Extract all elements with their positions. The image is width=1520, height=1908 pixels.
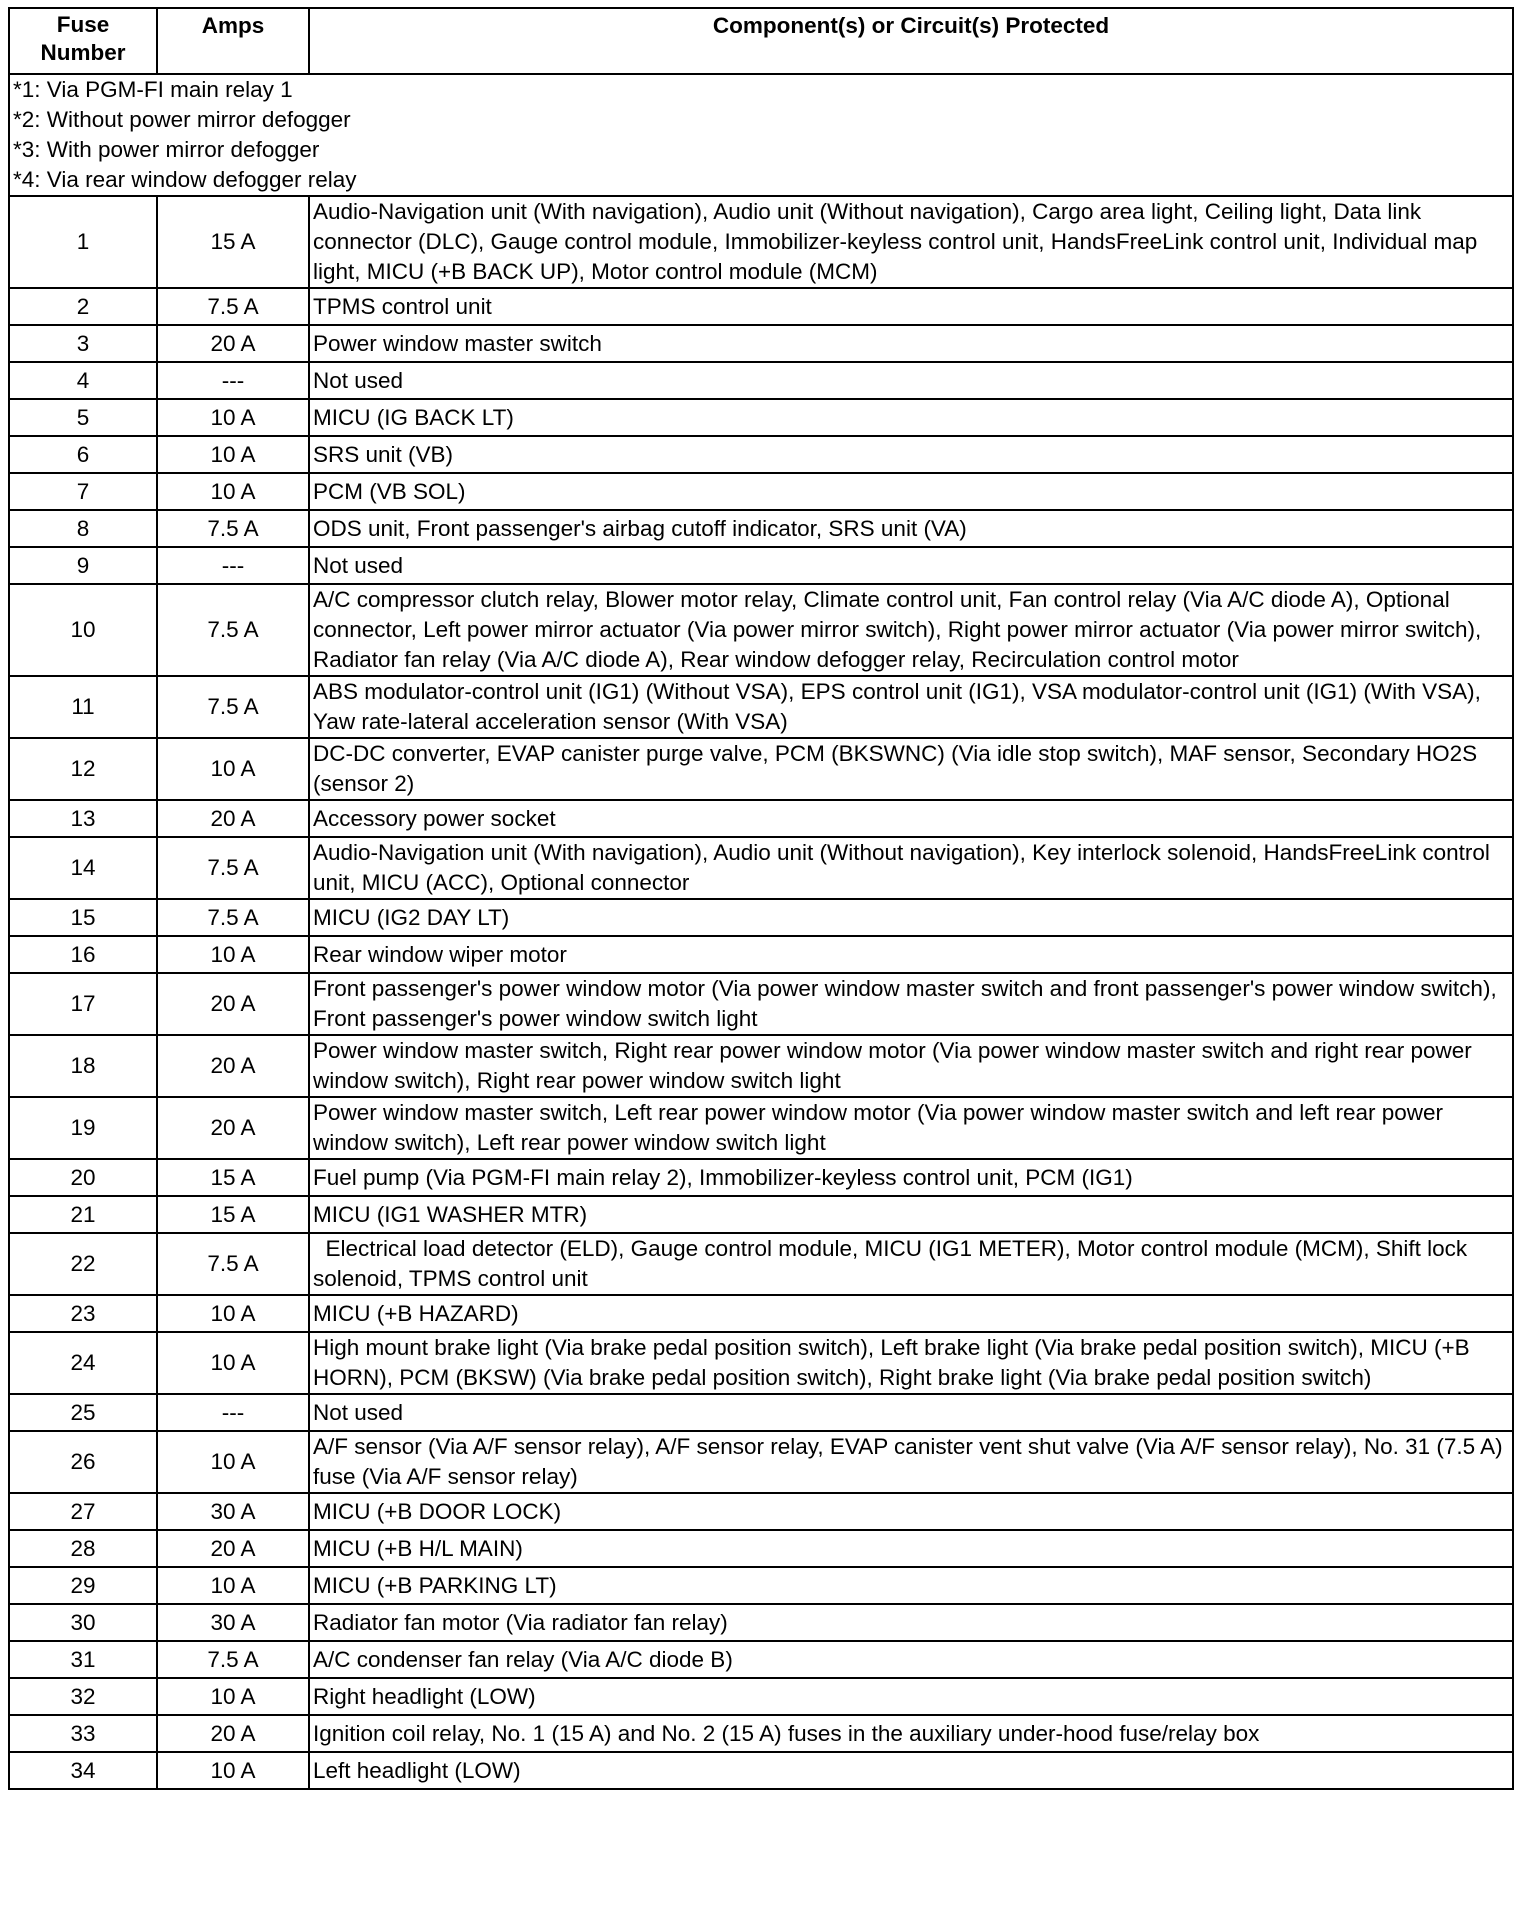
amps-cell: 15 A: [157, 196, 309, 288]
table-row: [9, 973, 1513, 1035]
amps-cell: ---: [157, 362, 309, 399]
fuse-number-cell: 1: [9, 196, 157, 288]
table-row: [9, 436, 1513, 473]
amps-cell: 7.5 A: [157, 899, 309, 936]
amps-cell: 20 A: [157, 1035, 309, 1097]
amps-cell: 10 A: [157, 473, 309, 510]
fuse-number-cell: 30: [9, 1604, 157, 1641]
note-1: *1: Via PGM-FI main relay 1: [13, 77, 293, 102]
fuse-number-cell: 19: [9, 1097, 157, 1159]
table-row: [9, 288, 1513, 325]
table-header-row: [9, 8, 1513, 74]
fuse-number-cell: 5: [9, 399, 157, 436]
amps-cell: 7.5 A: [157, 584, 309, 676]
components-cell: Power window master switch, Right rear power window motor (Via power window master switch and right rear power window switch), Right rear power window switch light: [309, 1035, 1513, 1097]
components-cell: Rear window wiper motor: [309, 936, 1513, 973]
fuse-number-cell: 4: [9, 362, 157, 399]
fuse-number-cell: 12: [9, 738, 157, 800]
note-3: *3: With power mirror defogger: [13, 137, 320, 162]
fuse-number-cell: 15: [9, 899, 157, 936]
fuse-number-cell: 14: [9, 837, 157, 899]
amps-cell: 15 A: [157, 1196, 309, 1233]
table-row: [9, 1097, 1513, 1159]
fuse-number-cell: 18: [9, 1035, 157, 1097]
table-row: [9, 362, 1513, 399]
fuse-number-cell: 16: [9, 936, 157, 973]
note-4: *4: Via rear window defogger relay: [13, 167, 357, 192]
note-2: *2: Without power mirror defogger: [13, 107, 351, 132]
fuse-number-cell: 33: [9, 1715, 157, 1752]
components-cell: Fuel pump (Via PGM-FI main relay 2), Immobilizer-keyless control unit, PCM (IG1): [309, 1159, 1513, 1196]
fuse-number-cell: 20: [9, 1159, 157, 1196]
amps-cell: 7.5 A: [157, 288, 309, 325]
table-row: [9, 899, 1513, 936]
fuse-number-cell: 24: [9, 1332, 157, 1394]
amps-cell: 20 A: [157, 1530, 309, 1567]
table-row: [9, 399, 1513, 436]
components-cell: Accessory power socket: [309, 800, 1513, 837]
amps-cell: 10 A: [157, 1332, 309, 1394]
table-row: [9, 936, 1513, 973]
amps-cell: 10 A: [157, 1567, 309, 1604]
components-cell: A/C condenser fan relay (Via A/C diode B): [309, 1641, 1513, 1678]
amps-cell: 7.5 A: [157, 837, 309, 899]
notes-cell: [9, 74, 1513, 196]
components-cell: ODS unit, Front passenger's airbag cutoff indicator, SRS unit (VA): [309, 510, 1513, 547]
components-cell: Audio-Navigation unit (With navigation), Audio unit (Without navigation), Key interlock solenoid, HandsFreeLink control unit, MICU (ACC), Optional connector: [309, 837, 1513, 899]
table-row: [9, 1159, 1513, 1196]
fuse-number-header: Fuse Number: [9, 8, 157, 74]
amps-cell: 10 A: [157, 1431, 309, 1493]
table-row: [9, 1332, 1513, 1394]
components-cell: High mount brake light (Via brake pedal position switch), Left brake light (Via brake pedal position switch), MICU (+B HORN), PCM (BKSW) (Via brake pedal position switch), Right brake light (Via brake pedal position switch): [309, 1332, 1513, 1394]
amps-cell: 10 A: [157, 936, 309, 973]
table-row: [9, 1196, 1513, 1233]
table-row: [9, 1678, 1513, 1715]
fuse-number-cell: 8: [9, 510, 157, 547]
table-row: [9, 196, 1513, 288]
components-cell: A/C compressor clutch relay, Blower motor relay, Climate control unit, Fan control relay (Via A/C diode A), Optional connector, Left power mirror actuator (Via power mirror switch), Right power mirror actuator (Via power mirror switch), Radiator fan relay (Via A/C diode A), Rear window defogger relay, Recirculation control motor: [309, 584, 1513, 676]
table-row: [9, 1641, 1513, 1678]
amps-cell: 10 A: [157, 436, 309, 473]
fuse-number-cell: 7: [9, 473, 157, 510]
amps-cell: 10 A: [157, 399, 309, 436]
fuse-number-cell: 23: [9, 1295, 157, 1332]
table-row: [9, 1604, 1513, 1641]
amps-cell: ---: [157, 1394, 309, 1431]
table-row: [9, 584, 1513, 676]
fuse-number-cell: 32: [9, 1678, 157, 1715]
components-cell: Radiator fan motor (Via radiator fan relay): [309, 1604, 1513, 1641]
amps-cell: 10 A: [157, 1752, 309, 1789]
table-row: [9, 1752, 1513, 1789]
table-row: [9, 1295, 1513, 1332]
components-cell: Audio-Navigation unit (With navigation), Audio unit (Without navigation), Cargo area light, Ceiling light, Data link connector (DLC), Gauge control module, Immobilizer-keyless control unit, HandsFreeLink control unit, Individual map light, MICU (+B BACK UP), Motor control module (MCM): [309, 196, 1513, 288]
fuse-number-cell: 21: [9, 1196, 157, 1233]
fuse-number-cell: 2: [9, 288, 157, 325]
amps-cell: 7.5 A: [157, 676, 309, 738]
components-cell: A/F sensor (Via A/F sensor relay), A/F sensor relay, EVAP canister vent shut valve (Via A/F sensor relay), No. 31 (7.5 A) fuse (Via A/F sensor relay): [309, 1431, 1513, 1493]
table-row: [9, 1394, 1513, 1431]
components-cell: MICU (+B HAZARD): [309, 1295, 1513, 1332]
components-cell: Power window master switch: [309, 325, 1513, 362]
fuse-number-cell: 10: [9, 584, 157, 676]
fuse-number-cell: 11: [9, 676, 157, 738]
table-row: [9, 510, 1513, 547]
fuse-number-cell: 9: [9, 547, 157, 584]
components-cell: SRS unit (VB): [309, 436, 1513, 473]
components-cell: MICU (+B PARKING LT): [309, 1567, 1513, 1604]
table-row: [9, 1530, 1513, 1567]
table-row: [9, 1035, 1513, 1097]
components-cell: Front passenger's power window motor (Via power window master switch and front passenger's power window switch), Front passenger's power window switch light: [309, 973, 1513, 1035]
table-row: [9, 1431, 1513, 1493]
amps-cell: 30 A: [157, 1493, 309, 1530]
components-cell: Not used: [309, 362, 1513, 399]
components-cell: Power window master switch, Left rear power window motor (Via power window master switch and left rear power window switch), Left rear power window switch light: [309, 1097, 1513, 1159]
fuse-number-cell: 29: [9, 1567, 157, 1604]
amps-cell: 7.5 A: [157, 510, 309, 547]
components-cell: Electrical load detector (ELD), Gauge control module, MICU (IG1 METER), Motor control module (MCM), Shift lock solenoid, TPMS control unit: [309, 1233, 1513, 1295]
amps-cell: 7.5 A: [157, 1233, 309, 1295]
table-row: [9, 1715, 1513, 1752]
components-cell: Not used: [309, 547, 1513, 584]
table-row: [9, 800, 1513, 837]
components-cell: TPMS control unit: [309, 288, 1513, 325]
fuse-table: [8, 7, 1514, 1790]
amps-cell: 20 A: [157, 1715, 309, 1752]
table-row: [9, 1567, 1513, 1604]
components-cell: Ignition coil relay, No. 1 (15 A) and No. 2 (15 A) fuses in the auxiliary under-hood fuse/relay box: [309, 1715, 1513, 1752]
fuse-number-cell: 26: [9, 1431, 157, 1493]
fuse-number-cell: 27: [9, 1493, 157, 1530]
amps-cell: 10 A: [157, 738, 309, 800]
amps-cell: 7.5 A: [157, 1641, 309, 1678]
table-row: [9, 1233, 1513, 1295]
fuse-number-cell: 25: [9, 1394, 157, 1431]
fuse-number-cell: 6: [9, 436, 157, 473]
table-row: [9, 325, 1513, 362]
components-header: Component(s) or Circuit(s) Protected: [309, 8, 1513, 74]
amps-cell: ---: [157, 547, 309, 584]
amps-cell: 20 A: [157, 1097, 309, 1159]
amps-cell: 20 A: [157, 973, 309, 1035]
components-cell: MICU (IG BACK LT): [309, 399, 1513, 436]
table-row: [9, 676, 1513, 738]
table-row: [9, 1493, 1513, 1530]
fuse-number-cell: 13: [9, 800, 157, 837]
amps-cell: 20 A: [157, 800, 309, 837]
table-row: [9, 738, 1513, 800]
amps-cell: 10 A: [157, 1678, 309, 1715]
notes-row: [9, 74, 1513, 196]
components-cell: MICU (IG1 WASHER MTR): [309, 1196, 1513, 1233]
components-cell: ABS modulator-control unit (IG1) (Without VSA), EPS control unit (IG1), VSA modulator-control unit (IG1) (With VSA), Yaw rate-lateral acceleration sensor (With VSA): [309, 676, 1513, 738]
table-row: [9, 837, 1513, 899]
amps-cell: 20 A: [157, 325, 309, 362]
components-cell: PCM (VB SOL): [309, 473, 1513, 510]
fuse-number-cell: 17: [9, 973, 157, 1035]
fuse-number-cell: 34: [9, 1752, 157, 1789]
components-cell: MICU (+B H/L MAIN): [309, 1530, 1513, 1567]
table-row: [9, 473, 1513, 510]
fuse-number-cell: 3: [9, 325, 157, 362]
components-cell: MICU (+B DOOR LOCK): [309, 1493, 1513, 1530]
amps-cell: 30 A: [157, 1604, 309, 1641]
fuse-number-cell: 28: [9, 1530, 157, 1567]
fuse-number-cell: 22: [9, 1233, 157, 1295]
amps-cell: 10 A: [157, 1295, 309, 1332]
components-cell: Left headlight (LOW): [309, 1752, 1513, 1789]
amps-header: Amps: [157, 8, 309, 74]
table-row: [9, 547, 1513, 584]
components-cell: Right headlight (LOW): [309, 1678, 1513, 1715]
amps-cell: 15 A: [157, 1159, 309, 1196]
components-cell: DC-DC converter, EVAP canister purge valve, PCM (BKSWNC) (Via idle stop switch), MAF sensor, Secondary HO2S (sensor 2): [309, 738, 1513, 800]
fuse-number-cell: 31: [9, 1641, 157, 1678]
components-cell: Not used: [309, 1394, 1513, 1431]
components-cell: MICU (IG2 DAY LT): [309, 899, 1513, 936]
